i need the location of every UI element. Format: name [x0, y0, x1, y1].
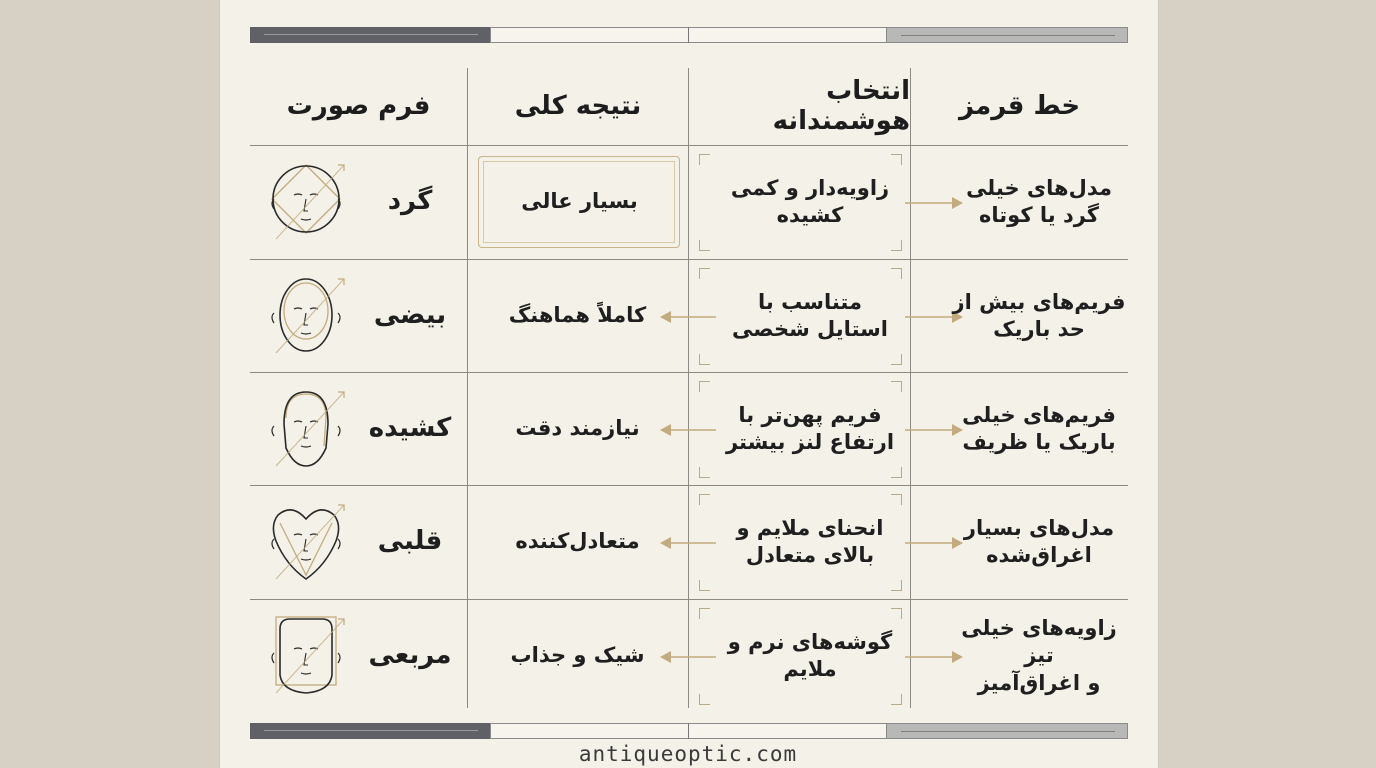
face-shape-table	[250, 68, 1128, 708]
corner-bracket	[699, 580, 710, 591]
oval-face-icon	[268, 275, 350, 361]
corner-bracket	[699, 354, 710, 365]
overall-result: کاملاً هماهنگ	[508, 303, 647, 328]
header-smart-choice: انتخاب هوشمندانه	[772, 76, 910, 136]
face-shape-name: قلبی	[377, 526, 443, 557]
face-shape-name: کشیده	[368, 413, 452, 444]
smart-choice-line: بالای متعادل	[745, 543, 875, 567]
corner-bracket	[699, 494, 710, 505]
face-shape-name: گرد	[387, 186, 433, 217]
red-line-text-line: مدل‌های بسیار	[963, 515, 1115, 540]
red-line-text-line: زاویه‌های خیلی تیز	[961, 616, 1117, 668]
smart-choice	[710, 146, 910, 258]
top-decorative-band	[250, 27, 1128, 43]
overall-result: متعادل‌کننده	[515, 529, 640, 554]
corner-bracket	[699, 268, 710, 279]
round-face-icon	[268, 161, 350, 247]
arrow-left-icon	[660, 422, 716, 441]
smart-choice-line: زاویه‌دار و کمی کشیده	[730, 175, 890, 227]
comparison-card	[219, 0, 1159, 768]
smart-choice	[710, 373, 910, 485]
red-line-text	[950, 600, 1128, 712]
overall-result: شیک و جذاب	[510, 643, 645, 668]
red-line-text-line: فریم‌های خیلی	[962, 402, 1116, 427]
header-face-shape: فرم صورت	[286, 91, 431, 121]
smart-choice-line: گوشه‌های نرم و	[727, 629, 893, 654]
red-line-text	[950, 486, 1128, 598]
smart-choice-line: انحنای ملایم و	[736, 515, 884, 540]
corner-bracket	[699, 381, 710, 392]
arrow-left-icon	[660, 535, 716, 554]
smart-choice	[710, 486, 910, 598]
red-line-text	[950, 146, 1128, 258]
red-line-text-line: گرد یا کوتاه	[979, 203, 1099, 227]
red-line-text-line: اغراق‌شده	[986, 543, 1092, 567]
red-line-text-line: مدل‌های خیلی	[966, 175, 1112, 200]
heart-face-icon	[268, 501, 350, 587]
bottom-decorative-band	[250, 723, 1128, 739]
header-red-line: خط قرمز	[958, 91, 1081, 121]
smart-choice-line: متناسب با	[758, 289, 862, 314]
smart-choice	[710, 260, 910, 372]
corner-bracket	[699, 467, 710, 478]
header-overall-result: نتیجه کلی	[514, 91, 642, 121]
red-line-text	[950, 373, 1128, 485]
red-line-text-line: و اغراق‌آمیز	[977, 670, 1101, 695]
footer-website: antiqueoptic.com	[578, 742, 798, 766]
face-shape-name: مربعی	[368, 640, 452, 671]
arrow-left-icon	[660, 309, 716, 328]
corner-bracket	[699, 694, 710, 705]
red-line-text-line: حد باریک	[993, 317, 1085, 341]
smart-choice	[710, 600, 910, 712]
red-line-text	[950, 260, 1128, 372]
face-shape-name: بیضی	[373, 300, 447, 331]
square-face-icon	[268, 615, 350, 701]
smart-choice-line: ارتفاع لنز بیشتر	[725, 430, 895, 454]
arrow-left-icon	[660, 649, 716, 668]
long-face-icon	[268, 388, 350, 474]
smart-choice-line: ملایم	[783, 657, 837, 681]
overall-result: نیازمند دقت	[515, 416, 640, 441]
corner-bracket	[699, 154, 710, 165]
corner-bracket	[699, 240, 710, 251]
red-line-text-line: باریک یا ظریف	[962, 430, 1116, 454]
smart-choice-line: فریم پهن‌تر با	[738, 402, 882, 427]
overall-result: بسیار عالی	[521, 189, 638, 214]
smart-choice-line: استایل شخصی	[732, 317, 888, 341]
corner-bracket	[699, 608, 710, 619]
red-line-text-line: فریم‌های بیش از	[952, 289, 1126, 314]
